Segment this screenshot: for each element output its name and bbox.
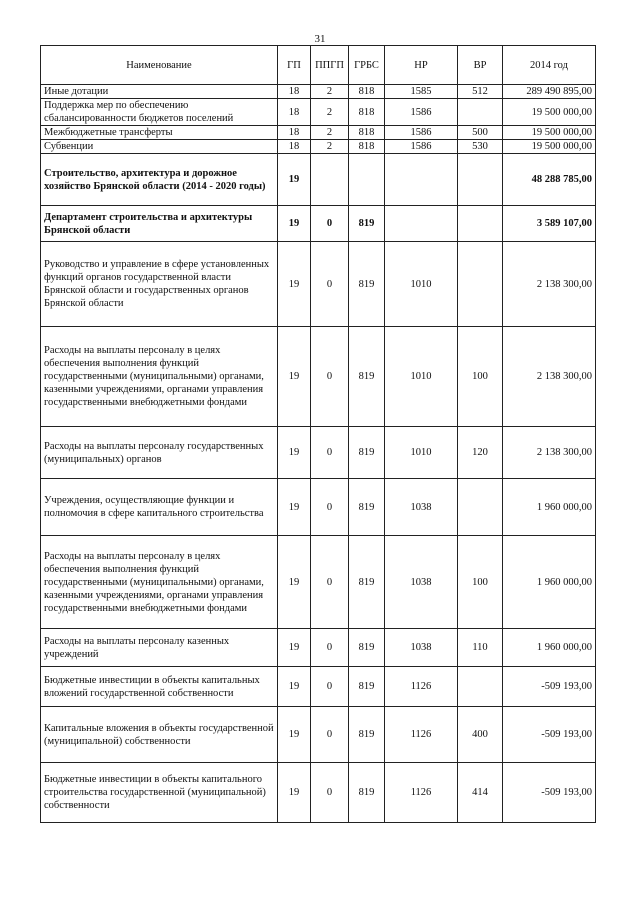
row-np: 1586	[385, 140, 458, 154]
row-vr	[458, 242, 503, 327]
row-ppgp: 2	[311, 99, 349, 126]
row-gp: 19	[278, 763, 311, 823]
header-gp: ГП	[278, 46, 311, 85]
table-row	[41, 427, 596, 479]
row-grbs: 818	[349, 85, 385, 99]
row-grbs: 818	[349, 99, 385, 126]
row-amount: 1 960 000,00	[503, 536, 596, 629]
row-amount: 2 138 300,00	[503, 427, 596, 479]
table-row	[41, 242, 596, 327]
row-np: 1126	[385, 667, 458, 707]
row-gp: 19	[278, 707, 311, 763]
header-vr: ВР	[458, 46, 503, 85]
row-ppgp: 0	[311, 427, 349, 479]
row-gp: 19	[278, 154, 311, 206]
row-np: 1038	[385, 479, 458, 536]
row-grbs: 819	[349, 536, 385, 629]
row-grbs: 819	[349, 427, 385, 479]
table-row	[41, 763, 596, 823]
row-ppgp: 2	[311, 126, 349, 140]
row-grbs: 819	[349, 242, 385, 327]
table-row	[41, 206, 596, 242]
table-row	[41, 327, 596, 427]
row-name: Капитальные вложения в объекты государственной (муниципальной) собственности	[41, 707, 278, 763]
table-row	[41, 140, 596, 154]
row-name: Расходы на выплаты персоналу казенных учреждений	[41, 629, 278, 667]
row-amount: 1 960 000,00	[503, 629, 596, 667]
row-ppgp: 0	[311, 667, 349, 707]
row-ppgp: 0	[311, 763, 349, 823]
row-ppgp	[311, 154, 349, 206]
row-gp: 19	[278, 242, 311, 327]
table-row	[41, 126, 596, 140]
table-row	[41, 85, 596, 99]
row-vr: 100	[458, 536, 503, 629]
row-np: 1010	[385, 327, 458, 427]
row-name: Учреждения, осуществляющие функции и полномочия в сфере капитального строительства	[41, 479, 278, 536]
table-row	[41, 629, 596, 667]
row-np: 1586	[385, 99, 458, 126]
row-name: Бюджетные инвестиции в объекты капитального строительства государственной (муниципальной) собственности	[41, 763, 278, 823]
row-gp: 18	[278, 99, 311, 126]
row-grbs: 819	[349, 629, 385, 667]
table-row	[41, 154, 596, 206]
header-grbs: ГРБС	[349, 46, 385, 85]
row-grbs: 819	[349, 206, 385, 242]
table-row	[41, 99, 596, 126]
budget-table	[40, 45, 596, 823]
row-vr	[458, 667, 503, 707]
row-vr	[458, 99, 503, 126]
row-name: Расходы на выплаты персоналу государственных (муниципальных) органов	[41, 427, 278, 479]
row-np: 1010	[385, 427, 458, 479]
table-row	[41, 479, 596, 536]
row-amount: -509 193,00	[503, 667, 596, 707]
row-vr: 110	[458, 629, 503, 667]
row-ppgp: 0	[311, 629, 349, 667]
row-vr: 500	[458, 126, 503, 140]
row-gp: 19	[278, 427, 311, 479]
table-row	[41, 707, 596, 763]
row-grbs: 818	[349, 126, 385, 140]
row-np	[385, 154, 458, 206]
row-gp: 19	[278, 667, 311, 707]
table-row	[41, 667, 596, 707]
row-gp: 19	[278, 327, 311, 427]
page-number: 31	[314, 33, 326, 45]
row-gp: 19	[278, 629, 311, 667]
row-amount: 2 138 300,00	[503, 242, 596, 327]
row-gp: 19	[278, 479, 311, 536]
row-grbs: 818	[349, 140, 385, 154]
row-np: 1126	[385, 763, 458, 823]
table-row	[41, 536, 596, 629]
row-ppgp: 2	[311, 85, 349, 99]
row-np: 1585	[385, 85, 458, 99]
row-name: Расходы на выплаты персоналу в целях обеспечения выполнения функций государственными (муниципальными) органами, казенными учреждениями, органами управления государственными внебюджетными фондами	[41, 536, 278, 629]
row-name: Строительство, архитектура и дорожное хозяйство Брянской области (2014 - 2020 годы)	[41, 154, 278, 206]
row-name: Межбюджетные трансферты	[41, 126, 278, 140]
row-ppgp: 0	[311, 707, 349, 763]
row-name: Бюджетные инвестиции в объекты капитальных вложений государственной собственности	[41, 667, 278, 707]
row-amount: 19 500 000,00	[503, 126, 596, 140]
header-name: Наименование	[41, 46, 278, 85]
header-ppgp: ППГП	[311, 46, 349, 85]
header-year: 2014 год	[503, 46, 596, 85]
row-amount: -509 193,00	[503, 763, 596, 823]
row-amount: 48 288 785,00	[503, 154, 596, 206]
header-np: НР	[385, 46, 458, 85]
row-amount: 19 500 000,00	[503, 140, 596, 154]
row-name: Субвенции	[41, 140, 278, 154]
row-gp: 19	[278, 206, 311, 242]
row-name: Поддержка мер по обеспечению сбалансированности бюджетов поселений	[41, 99, 278, 126]
row-np: 1586	[385, 126, 458, 140]
row-amount: 289 490 895,00	[503, 85, 596, 99]
row-vr	[458, 206, 503, 242]
row-ppgp: 0	[311, 536, 349, 629]
row-gp: 18	[278, 126, 311, 140]
row-grbs: 819	[349, 667, 385, 707]
row-np: 1038	[385, 629, 458, 667]
row-vr: 530	[458, 140, 503, 154]
row-np: 1010	[385, 242, 458, 327]
row-ppgp: 0	[311, 242, 349, 327]
row-vr: 512	[458, 85, 503, 99]
row-name: Расходы на выплаты персоналу в целях обеспечения выполнения функций государственными (муниципальными) органами, казенными учреждениями, органами управления государственными внебюджетными фондами	[41, 327, 278, 427]
row-grbs: 819	[349, 707, 385, 763]
row-ppgp: 0	[311, 327, 349, 427]
row-gp: 19	[278, 536, 311, 629]
row-ppgp: 0	[311, 479, 349, 536]
row-ppgp: 2	[311, 140, 349, 154]
row-ppgp: 0	[311, 206, 349, 242]
row-np: 1126	[385, 707, 458, 763]
row-amount: 19 500 000,00	[503, 99, 596, 126]
row-grbs: 819	[349, 327, 385, 427]
row-grbs	[349, 154, 385, 206]
row-grbs: 819	[349, 479, 385, 536]
row-gp: 18	[278, 85, 311, 99]
row-name: Департамент строительства и архитектуры Брянской области	[41, 206, 278, 242]
row-vr	[458, 479, 503, 536]
table-header-row	[41, 46, 596, 85]
row-amount: 2 138 300,00	[503, 327, 596, 427]
row-name: Иные дотации	[41, 85, 278, 99]
row-name: Руководство и управление в сфере установленных функций органов государственной власти Брянской области и государственных органов Брянской области	[41, 242, 278, 327]
row-grbs: 819	[349, 763, 385, 823]
row-gp: 18	[278, 140, 311, 154]
row-amount: 1 960 000,00	[503, 479, 596, 536]
row-amount: -509 193,00	[503, 707, 596, 763]
row-vr: 100	[458, 327, 503, 427]
row-vr: 414	[458, 763, 503, 823]
row-amount: 3 589 107,00	[503, 206, 596, 242]
row-np: 1038	[385, 536, 458, 629]
row-np	[385, 206, 458, 242]
row-vr: 120	[458, 427, 503, 479]
row-vr: 400	[458, 707, 503, 763]
row-vr	[458, 154, 503, 206]
